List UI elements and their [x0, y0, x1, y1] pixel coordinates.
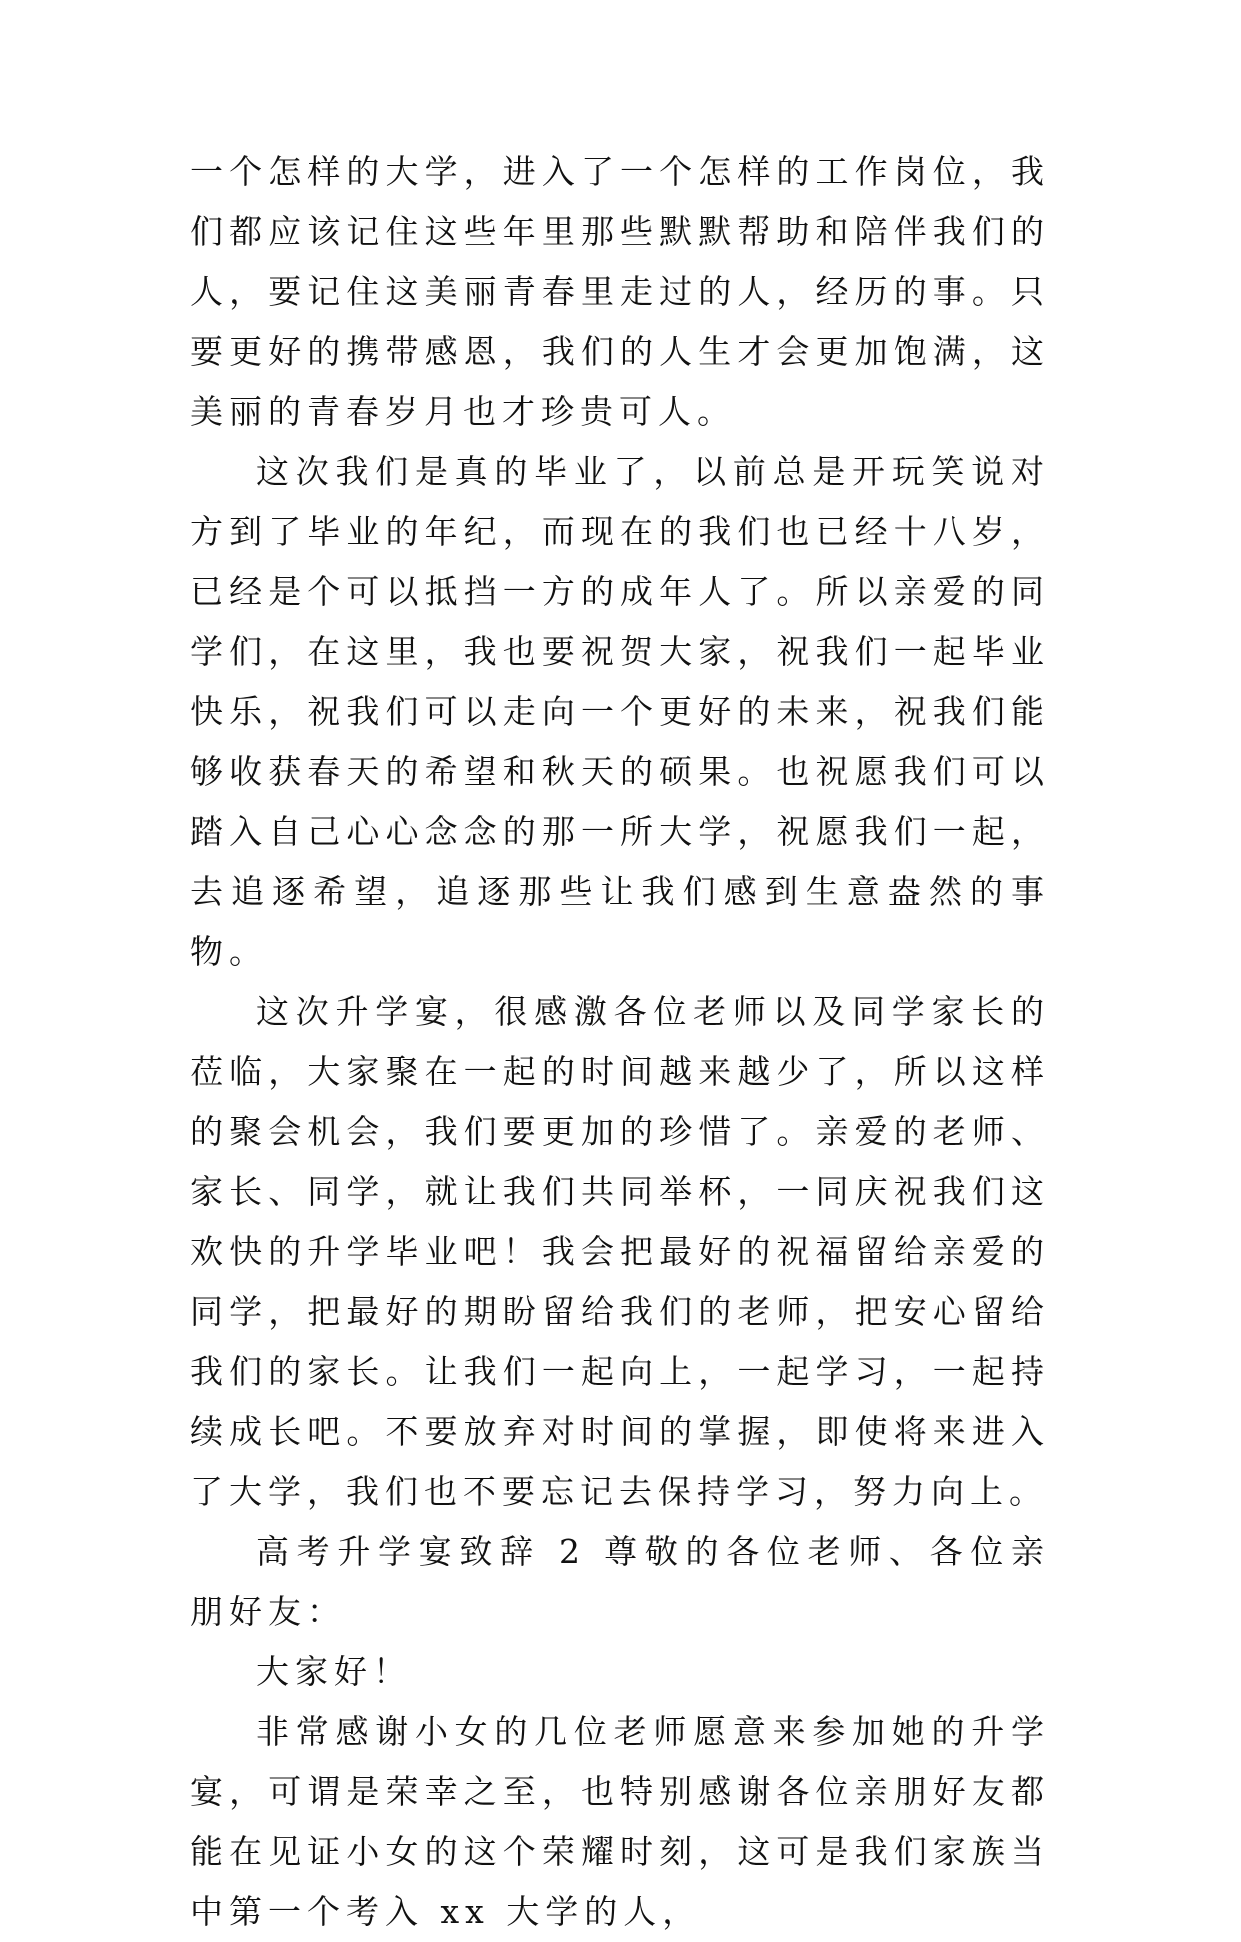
- paragraph-3: 这次升学宴，很感激各位老师以及同学家长的莅临，大家聚在一起的时间越来越少了，所以这样的聚会机会，我们要更加的珍惜了。亲爱的老师、家长、同学，就让我们共同举杯，一同庆祝我们这欢快的升学毕业吧！我会把最好的祝福留给亲爱的同学，把最好的期盼留给我们的老师，把安心留给我们的家长。让我们一起向上，一起学习，一起持续成长吧。不要放弃对时间的掌握，即使将来进入了大学，我们也不要忘记去保持学习，努力向上。: [190, 992, 1050, 1511]
- paragraph-2: 这次我们是真的毕业了，以前总是开玩笑说对方到了毕业的年纪，而现在的我们也已经十八岁，已经是个可以抵挡一方的成年人了。所以亲爱的同学们，在这里，我也要祝贺大家，祝我们一起毕业快乐，祝我们可以走向一个更好的未来，祝我们能够收获春天的希望和秋天的硕果。也祝愿我们可以踏入自己心心念念的那一所大学，祝愿我们一起，去追逐希望，追逐那些让我们感到生意盎然的事物。: [190, 452, 1050, 971]
- document-page: [190, 142, 1050, 1942]
- greeting-paragraph: 大家好！: [256, 1652, 412, 1691]
- paragraph-1: 一个怎样的大学，进入了一个怎样的工作岗位，我们都应该记住这些年里那些默默帮助和陪伴我们的人，要记住这美丽青春里走过的人，经历的事。只要更好的携带感恩，我们的人生才会更加饱满，这美丽的青春岁月也才珍贵可人。: [190, 152, 1050, 431]
- speech-title-paragraph: 高考升学宴致辞 2 尊敬的各位老师、各位亲朋好友：: [190, 1532, 1050, 1631]
- paragraph-6: 非常感谢小女的几位老师愿意来参加她的升学宴，可谓是荣幸之至，也特别感谢各位亲朋好友都能在见证小女的这个荣耀时刻，这可是我们家族当中第一个考入 xx 大学的人，: [190, 1712, 1050, 1931]
